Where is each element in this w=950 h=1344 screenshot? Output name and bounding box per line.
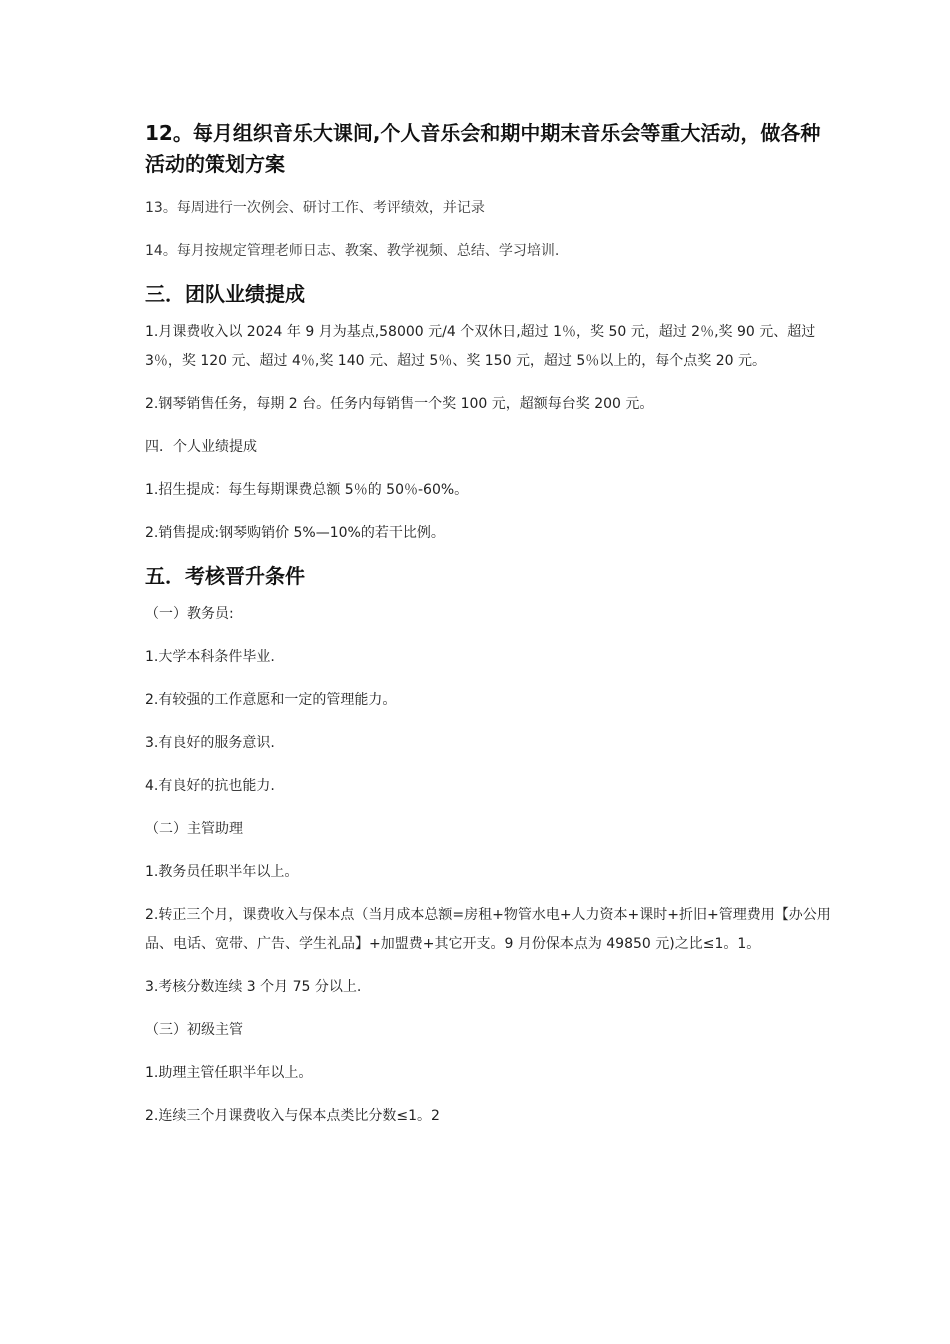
subsection-3-item-2: 2.连续三个月课费收入与保本点类比分数≤1。2 [145, 1108, 440, 1124]
item-14: 14。每月按规定管理老师日志、教案、教学视频、总结、学习培训. [145, 243, 560, 259]
section-4-title: 四．个人业绩提成 [145, 439, 257, 455]
subsection-1-item-3: 3.有良好的服务意识. [145, 735, 275, 751]
item-13: 13。每周进行一次例会、研讨工作、考评绩效，并记录 [145, 200, 485, 216]
section-4-paragraph-2: 2.销售提成:钢琴购销价 5%—10%的若干比例。 [145, 525, 445, 541]
section-5-title: 五．考核晋升条件 [145, 564, 305, 588]
subsection-1-item-2: 2.有较强的工作意愿和一定的管理能力。 [145, 692, 397, 708]
section-3-paragraph-1: 1.月课费收入以 2024 年 9 月为基点,58000 元/4 个双休日,超过 1％，奖 50 元，超过 2％,奖 90 元、超过 3％，奖 120 元、超过 4％,奖 140 元、超过 5％、奖 150 元，超过 5％以上的，每个点奖 20 元。 [145, 324, 816, 369]
subsection-2-item-3: 3.考核分数连续 3 个月 75 分以上. [145, 979, 362, 995]
document-page [145, 118, 835, 1145]
subsection-2-item-1: 1.教务员任职半年以上。 [145, 864, 299, 880]
subsection-2-title: （二）主管助理 [145, 821, 243, 837]
section-3-title: 三．团队业绩提成 [145, 282, 305, 306]
section-3-paragraph-2: 2.钢琴销售任务，每期 2 台。任务内每销售一个奖 100 元，超额每台奖 200 元。 [145, 396, 654, 412]
subsection-3-item-1: 1.助理主管任职半年以上。 [145, 1065, 313, 1081]
subsection-3-title: （三）初级主管 [145, 1022, 243, 1038]
subsection-1-item-1: 1.大学本科条件毕业. [145, 649, 275, 665]
subsection-2-item-2: 2.转正三个月，课费收入与保本点（当月成本总额=房租+物管水电+人力资本+课时+折旧+管理费用【办公用品、电话、宽带、广告、学生礼品】+加盟费+其它开支。9 月份保本点为 49850 元)之比≤1。1。 [145, 907, 831, 952]
section-4-paragraph-1: 1.招生提成：每生每期课费总额 5％的 50％-60%。 [145, 482, 469, 498]
item-12-heading: 12。每月组织音乐大课间,个人音乐会和期中期末音乐会等重大活动，做各种活动的策划方案 [145, 121, 821, 176]
subsection-1-item-4: 4.有良好的抗也能力. [145, 778, 275, 794]
subsection-1-title: （一）教务员: [145, 606, 234, 622]
